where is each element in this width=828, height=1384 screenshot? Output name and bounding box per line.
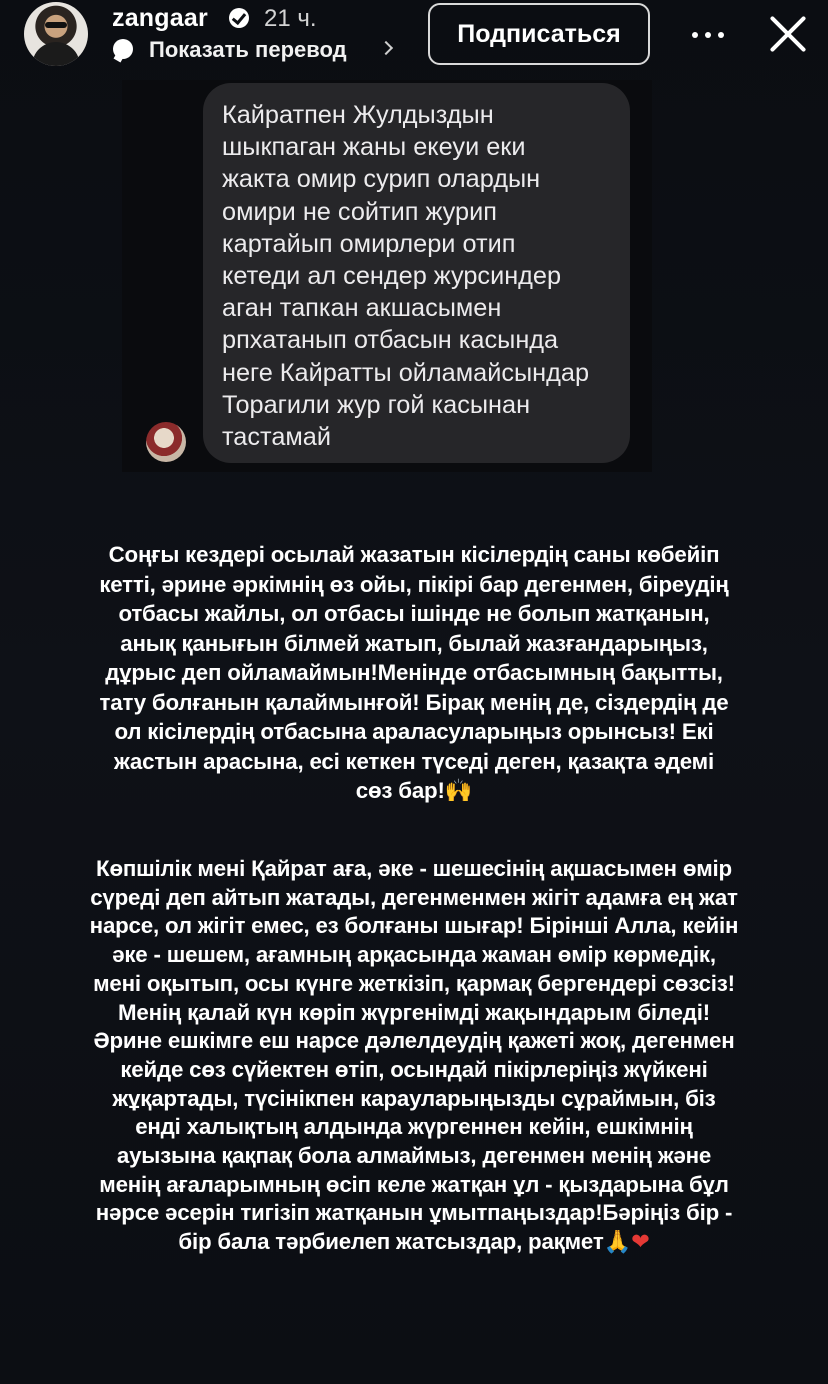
story-line: Соңғы кездері осылай жазатын кісілердің саны көбейіп bbox=[108, 542, 720, 567]
comment-line: тастамай bbox=[222, 423, 331, 452]
story-line: отбасы жайлы, ол отбасы ішінде не болып жатқанын, bbox=[118, 601, 710, 626]
comment-line: Кайратпен Жулдыздын bbox=[222, 101, 494, 129]
story-line: жұқартады, түсінікпен карауларыңызды сұраймын, біз bbox=[112, 1085, 716, 1111]
comment-line: жакта омир сурип олардын bbox=[222, 165, 541, 194]
comment-line: рпхатанып отбасын касында bbox=[222, 326, 559, 355]
story-line: дұрыс деп ойламаймын!Менінде отбасымның бақытты, bbox=[105, 660, 723, 685]
story-line: сүреді деп айтып жатады, дегенменмен жігіт адамға ең жат bbox=[90, 884, 738, 910]
story-line: анық қанығын білмей жатып, былай жазғандарыңыз, bbox=[120, 630, 708, 656]
avatar-figure bbox=[32, 42, 80, 66]
story-line: нәрсе әсерін тигізіп жатқанын ұмытпаңыздар!Бәріңіз бір - bbox=[95, 1200, 733, 1226]
chevron-right-icon[interactable] bbox=[379, 41, 393, 55]
story-line: Менің қалай күн көріп жүргенімді жақындарым біледі! bbox=[118, 999, 710, 1025]
story-line: Әрине ешкімге еш нарсе дәлелдеудің қажеті жоқ, дегенмен bbox=[93, 1028, 735, 1054]
story-line-text: сөз бар! bbox=[355, 778, 445, 803]
folded-hands-emoji-icon: 🙏 bbox=[603, 1229, 632, 1256]
comment-line: аган тапкан акшасымен bbox=[222, 294, 502, 323]
story-line: ауызына қақпақ бола алмаймыз, дегенмен менің және bbox=[116, 1143, 712, 1169]
story-line: нарсе, ол жігіт емес, ез болғаны шығар! Бірінші Алла, кейін bbox=[89, 913, 739, 939]
profile-avatar[interactable] bbox=[24, 2, 88, 66]
avatar-sunglasses bbox=[45, 22, 67, 28]
verified-badge-icon bbox=[229, 8, 249, 28]
dot bbox=[692, 32, 698, 38]
story-line: әке - шешем, ағамның арқасында жаман өмір көрмедік, bbox=[112, 942, 716, 968]
comment-bubble bbox=[203, 83, 630, 463]
dot bbox=[718, 32, 724, 38]
comment-line: неге Кайратты ойламайсындар bbox=[222, 358, 590, 387]
translate-icon[interactable] bbox=[113, 39, 133, 59]
story-text-paragraph-1 bbox=[0, 540, 828, 807]
comment-line: кетеди ал сендер журсиндер bbox=[222, 262, 562, 291]
story-text-paragraph-2 bbox=[0, 855, 828, 1257]
story-line-text: бір бала тәрбиелеп жатсыздар, рақмет bbox=[178, 1229, 604, 1255]
story-header bbox=[0, 0, 828, 80]
story-line: Көпшілік мені Қайрат аға, әке - шешесінің ақшасымен өмір bbox=[96, 856, 732, 881]
dot bbox=[705, 32, 711, 38]
story-line: мені оқытып, осы күнге жеткізіп, қармақ бергендері сөзсіз! bbox=[93, 970, 735, 996]
close-icon[interactable] bbox=[764, 10, 812, 58]
story-line: ол кісілердің отбасына араласуларыңыз орынсыз! Екі bbox=[114, 719, 714, 744]
story-line: тату болғанын қалаймынғой! Бірақ менің де, сіздердің де bbox=[99, 689, 729, 715]
comment-line: картайып омирлери отип bbox=[222, 229, 516, 258]
story-line: кетті, әрине әркімнің өз ойы, пікірі бар дегенмен, біреудің bbox=[99, 571, 729, 597]
raising-hands-emoji-icon: 🙌 bbox=[444, 778, 473, 804]
more-options-icon[interactable] bbox=[688, 20, 728, 50]
subscribe-button[interactable]: Подписаться bbox=[428, 3, 650, 65]
story-line-last bbox=[0, 1228, 828, 1257]
heart-emoji-icon: ❤ bbox=[631, 1229, 650, 1256]
story-line: кейде сөз сүйектен өтіп, осындай пікірлеріңіз жүйкені bbox=[120, 1056, 708, 1082]
story-line-last bbox=[0, 776, 828, 807]
comment-line: шыкпаган жаны екеуи еки bbox=[222, 133, 526, 162]
comment-line: омири не сойтип журип bbox=[222, 197, 497, 226]
story-line: жастын арасына, есі кеткен түседі деген, қазақта әдемі bbox=[114, 748, 714, 774]
comment-line: Торагили жур гой касынан bbox=[222, 390, 531, 419]
story-line: менің ағаларымның өсіп келе жатқан ұл - қыздарына бұл bbox=[99, 1171, 729, 1197]
commenter-avatar bbox=[146, 422, 186, 462]
story-timestamp: 21 ч. bbox=[264, 5, 317, 32]
story-line: енді халықтың алдында жүргеннен кейін, ешкімнің bbox=[135, 1114, 693, 1140]
username[interactable]: zangaar bbox=[112, 4, 208, 32]
show-translation-link[interactable]: Показать перевод bbox=[149, 37, 347, 62]
